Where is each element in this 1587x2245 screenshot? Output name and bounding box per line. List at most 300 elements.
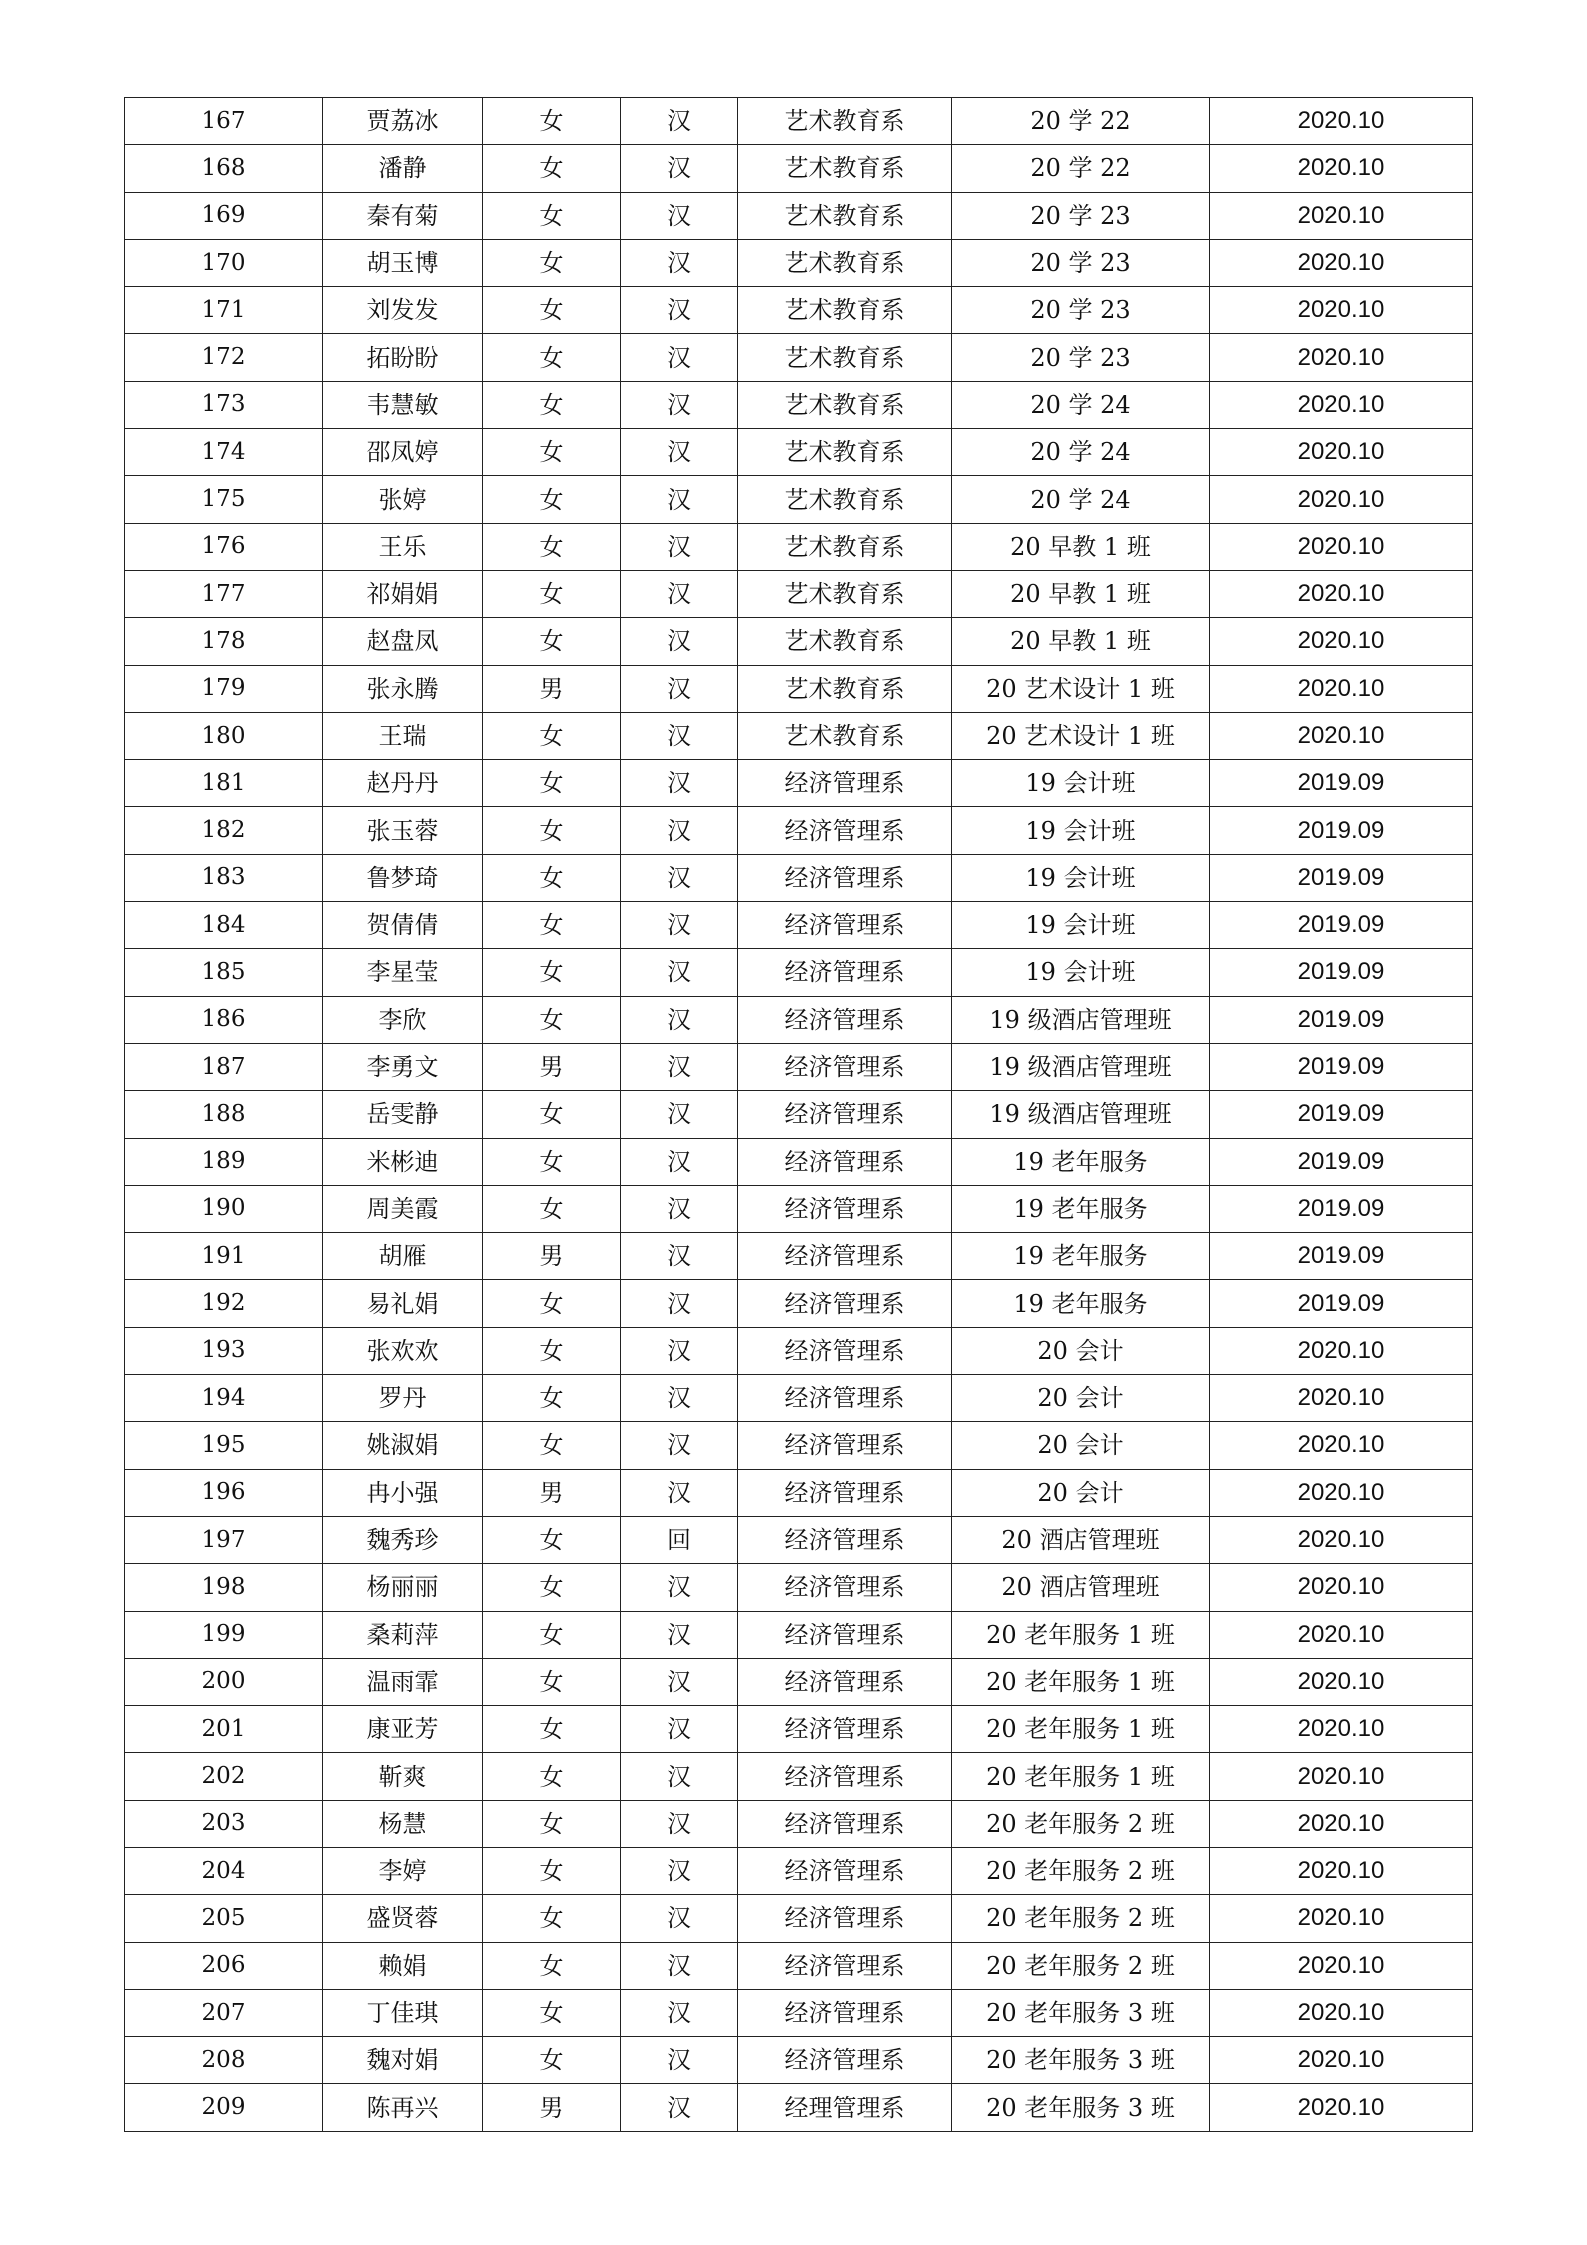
student-name-cell: 王乐 (323, 523, 483, 570)
student-name-cell: 赖娟 (323, 1942, 483, 1989)
row-number-cell: 183 (125, 854, 323, 901)
row-number-cell: 200 (125, 1658, 323, 1705)
enrollment-date-cell: 2020.10 (1210, 570, 1473, 617)
ethnicity-cell: 汉 (621, 1233, 738, 1280)
table-row (125, 381, 1473, 428)
enrollment-date-cell: 2020.10 (1210, 1327, 1473, 1374)
department-cell: 艺术教育系 (738, 145, 952, 192)
student-name-cell: 贺倩倩 (323, 902, 483, 949)
gender-cell: 女 (483, 1658, 621, 1705)
enrollment-date-cell: 2020.10 (1210, 712, 1473, 759)
student-name-cell: 祁娟娟 (323, 570, 483, 617)
department-cell: 艺术教育系 (738, 429, 952, 476)
ethnicity-cell: 汉 (621, 1091, 738, 1138)
department-cell: 艺术教育系 (738, 192, 952, 239)
row-number-cell: 205 (125, 1895, 323, 1942)
row-number-cell: 182 (125, 807, 323, 854)
ethnicity-cell: 汉 (621, 665, 738, 712)
student-name-cell: 康亚芳 (323, 1706, 483, 1753)
enrollment-date-cell: 2020.10 (1210, 1564, 1473, 1611)
enrollment-date-cell: 2020.10 (1210, 192, 1473, 239)
class-name-cell: 20 学 22 (952, 98, 1210, 145)
student-name-cell: 韦慧敏 (323, 381, 483, 428)
department-cell: 经济管理系 (738, 854, 952, 901)
ethnicity-cell: 汉 (621, 1564, 738, 1611)
student-name-cell: 米彬迪 (323, 1138, 483, 1185)
row-number-cell: 181 (125, 760, 323, 807)
table-row (125, 570, 1473, 617)
enrollment-date-cell: 2020.10 (1210, 334, 1473, 381)
department-cell: 经济管理系 (738, 1611, 952, 1658)
department-cell: 经济管理系 (738, 1753, 952, 1800)
department-cell: 经济管理系 (738, 949, 952, 996)
row-number-cell: 191 (125, 1233, 323, 1280)
ethnicity-cell: 汉 (621, 1895, 738, 1942)
department-cell: 经济管理系 (738, 1280, 952, 1327)
gender-cell: 男 (483, 665, 621, 712)
class-name-cell: 19 会计班 (952, 760, 1210, 807)
row-number-cell: 189 (125, 1138, 323, 1185)
row-number-cell: 177 (125, 570, 323, 617)
department-cell: 经济管理系 (738, 1989, 952, 2036)
department-cell: 艺术教育系 (738, 665, 952, 712)
gender-cell: 女 (483, 996, 621, 1043)
table-row (125, 1043, 1473, 1090)
department-cell: 经济管理系 (738, 2037, 952, 2084)
ethnicity-cell: 汉 (621, 1989, 738, 2036)
gender-cell: 女 (483, 2037, 621, 2084)
table-row (125, 145, 1473, 192)
enrollment-date-cell: 2020.10 (1210, 1989, 1473, 2036)
class-name-cell: 19 会计班 (952, 902, 1210, 949)
gender-cell: 女 (483, 192, 621, 239)
table-row (125, 1800, 1473, 1847)
enrollment-date-cell: 2020.10 (1210, 1753, 1473, 1800)
ethnicity-cell: 汉 (621, 1043, 738, 1090)
enrollment-date-cell: 2019.09 (1210, 1138, 1473, 1185)
student-name-cell: 李婷 (323, 1847, 483, 1894)
gender-cell: 女 (483, 1706, 621, 1753)
row-number-cell: 193 (125, 1327, 323, 1374)
enrollment-date-cell: 2020.10 (1210, 1469, 1473, 1516)
ethnicity-cell: 汉 (621, 996, 738, 1043)
student-name-cell: 李勇文 (323, 1043, 483, 1090)
department-cell: 经理管理系 (738, 2084, 952, 2131)
class-name-cell: 20 老年服务 3 班 (952, 2037, 1210, 2084)
table-row (125, 1989, 1473, 2036)
table-row (125, 949, 1473, 996)
enrollment-date-cell: 2020.10 (1210, 239, 1473, 286)
department-cell: 经济管理系 (738, 1847, 952, 1894)
department-cell: 经济管理系 (738, 1942, 952, 1989)
gender-cell: 男 (483, 1043, 621, 1090)
ethnicity-cell: 汉 (621, 1375, 738, 1422)
enrollment-date-cell: 2019.09 (1210, 949, 1473, 996)
department-cell: 经济管理系 (738, 1043, 952, 1090)
enrollment-date-cell: 2020.10 (1210, 1942, 1473, 1989)
row-number-cell: 207 (125, 1989, 323, 2036)
department-cell: 经济管理系 (738, 1422, 952, 1469)
enrollment-date-cell: 2020.10 (1210, 381, 1473, 428)
ethnicity-cell: 汉 (621, 1611, 738, 1658)
ethnicity-cell: 汉 (621, 1847, 738, 1894)
row-number-cell: 195 (125, 1422, 323, 1469)
row-number-cell: 209 (125, 2084, 323, 2131)
enrollment-date-cell: 2020.10 (1210, 1895, 1473, 1942)
table-row (125, 1233, 1473, 1280)
enrollment-date-cell: 2020.10 (1210, 2037, 1473, 2084)
student-name-cell: 王瑞 (323, 712, 483, 759)
enrollment-date-cell: 2019.09 (1210, 1091, 1473, 1138)
class-name-cell: 20 学 24 (952, 429, 1210, 476)
table-row (125, 2084, 1473, 2131)
gender-cell: 女 (483, 1847, 621, 1894)
gender-cell: 男 (483, 2084, 621, 2131)
gender-cell: 女 (483, 334, 621, 381)
gender-cell: 女 (483, 287, 621, 334)
department-cell: 经济管理系 (738, 807, 952, 854)
table-row (125, 1185, 1473, 1232)
class-name-cell: 20 学 23 (952, 239, 1210, 286)
class-name-cell: 20 会计 (952, 1375, 1210, 1422)
enrollment-date-cell: 2020.10 (1210, 523, 1473, 570)
student-name-cell: 陈再兴 (323, 2084, 483, 2131)
enrollment-date-cell: 2019.09 (1210, 996, 1473, 1043)
class-name-cell: 20 学 23 (952, 334, 1210, 381)
class-name-cell: 20 早教 1 班 (952, 618, 1210, 665)
student-name-cell: 赵盘凤 (323, 618, 483, 665)
student-name-cell: 邵凤婷 (323, 429, 483, 476)
ethnicity-cell: 汉 (621, 239, 738, 286)
ethnicity-cell: 汉 (621, 854, 738, 901)
class-name-cell: 19 老年服务 (952, 1233, 1210, 1280)
row-number-cell: 208 (125, 2037, 323, 2084)
student-name-cell: 张婷 (323, 476, 483, 523)
gender-cell: 男 (483, 1469, 621, 1516)
class-name-cell: 20 艺术设计 1 班 (952, 712, 1210, 759)
gender-cell: 女 (483, 1942, 621, 1989)
table-row (125, 2037, 1473, 2084)
student-name-cell: 贾荔冰 (323, 98, 483, 145)
table-row (125, 1658, 1473, 1705)
table-row (125, 1375, 1473, 1422)
gender-cell: 女 (483, 570, 621, 617)
ethnicity-cell: 汉 (621, 2037, 738, 2084)
table-row (125, 712, 1473, 759)
class-name-cell: 19 级酒店管理班 (952, 996, 1210, 1043)
class-name-cell: 20 会计 (952, 1422, 1210, 1469)
class-name-cell: 19 级酒店管理班 (952, 1043, 1210, 1090)
gender-cell: 女 (483, 1895, 621, 1942)
enrollment-date-cell: 2019.09 (1210, 1043, 1473, 1090)
gender-cell: 女 (483, 1989, 621, 2036)
department-cell: 经济管理系 (738, 1516, 952, 1563)
gender-cell: 女 (483, 1800, 621, 1847)
row-number-cell: 172 (125, 334, 323, 381)
table-row (125, 1895, 1473, 1942)
row-number-cell: 198 (125, 1564, 323, 1611)
student-name-cell: 鲁梦琦 (323, 854, 483, 901)
row-number-cell: 192 (125, 1280, 323, 1327)
ethnicity-cell: 汉 (621, 1469, 738, 1516)
student-roster-table (124, 97, 1473, 2132)
class-name-cell: 20 老年服务 2 班 (952, 1942, 1210, 1989)
department-cell: 艺术教育系 (738, 98, 952, 145)
row-number-cell: 194 (125, 1375, 323, 1422)
ethnicity-cell: 回 (621, 1516, 738, 1563)
student-name-cell: 桑莉萍 (323, 1611, 483, 1658)
gender-cell: 女 (483, 98, 621, 145)
class-name-cell: 20 老年服务 2 班 (952, 1895, 1210, 1942)
ethnicity-cell: 汉 (621, 902, 738, 949)
ethnicity-cell: 汉 (621, 2084, 738, 2131)
enrollment-date-cell: 2019.09 (1210, 1233, 1473, 1280)
gender-cell: 女 (483, 1564, 621, 1611)
department-cell: 艺术教育系 (738, 381, 952, 428)
enrollment-date-cell: 2020.10 (1210, 1847, 1473, 1894)
ethnicity-cell: 汉 (621, 1706, 738, 1753)
gender-cell: 女 (483, 1091, 621, 1138)
table-row (125, 287, 1473, 334)
ethnicity-cell: 汉 (621, 760, 738, 807)
class-name-cell: 20 学 24 (952, 381, 1210, 428)
enrollment-date-cell: 2020.10 (1210, 429, 1473, 476)
department-cell: 艺术教育系 (738, 618, 952, 665)
gender-cell: 女 (483, 949, 621, 996)
row-number-cell: 201 (125, 1706, 323, 1753)
enrollment-date-cell: 2020.10 (1210, 98, 1473, 145)
gender-cell: 女 (483, 381, 621, 428)
row-number-cell: 178 (125, 618, 323, 665)
enrollment-date-cell: 2019.09 (1210, 760, 1473, 807)
gender-cell: 女 (483, 1753, 621, 1800)
student-name-cell: 罗丹 (323, 1375, 483, 1422)
student-name-cell: 易礼娟 (323, 1280, 483, 1327)
student-name-cell: 张欢欢 (323, 1327, 483, 1374)
table-row (125, 429, 1473, 476)
gender-cell: 女 (483, 476, 621, 523)
class-name-cell: 20 酒店管理班 (952, 1564, 1210, 1611)
table-row (125, 1753, 1473, 1800)
class-name-cell: 20 早教 1 班 (952, 523, 1210, 570)
table-row (125, 996, 1473, 1043)
department-cell: 经济管理系 (738, 1469, 952, 1516)
gender-cell: 女 (483, 712, 621, 759)
student-name-cell: 丁佳琪 (323, 1989, 483, 2036)
student-name-cell: 李欣 (323, 996, 483, 1043)
enrollment-date-cell: 2019.09 (1210, 854, 1473, 901)
ethnicity-cell: 汉 (621, 381, 738, 428)
class-name-cell: 20 老年服务 1 班 (952, 1753, 1210, 1800)
ethnicity-cell: 汉 (621, 1138, 738, 1185)
row-number-cell: 185 (125, 949, 323, 996)
row-number-cell: 199 (125, 1611, 323, 1658)
department-cell: 经济管理系 (738, 760, 952, 807)
ethnicity-cell: 汉 (621, 287, 738, 334)
ethnicity-cell: 汉 (621, 523, 738, 570)
ethnicity-cell: 汉 (621, 192, 738, 239)
row-number-cell: 202 (125, 1753, 323, 1800)
row-number-cell: 174 (125, 429, 323, 476)
class-name-cell: 19 会计班 (952, 949, 1210, 996)
row-number-cell: 203 (125, 1800, 323, 1847)
gender-cell: 女 (483, 1422, 621, 1469)
row-number-cell: 168 (125, 145, 323, 192)
table-row (125, 1564, 1473, 1611)
class-name-cell: 19 级酒店管理班 (952, 1091, 1210, 1138)
class-name-cell: 19 会计班 (952, 807, 1210, 854)
department-cell: 经济管理系 (738, 1375, 952, 1422)
class-name-cell: 20 会计 (952, 1327, 1210, 1374)
class-name-cell: 20 早教 1 班 (952, 570, 1210, 617)
row-number-cell: 187 (125, 1043, 323, 1090)
student-name-cell: 杨丽丽 (323, 1564, 483, 1611)
table-row (125, 1327, 1473, 1374)
student-name-cell: 胡雁 (323, 1233, 483, 1280)
student-name-cell: 靳爽 (323, 1753, 483, 1800)
department-cell: 艺术教育系 (738, 287, 952, 334)
row-number-cell: 206 (125, 1942, 323, 1989)
ethnicity-cell: 汉 (621, 807, 738, 854)
enrollment-date-cell: 2019.09 (1210, 1185, 1473, 1232)
class-name-cell: 20 老年服务 2 班 (952, 1800, 1210, 1847)
gender-cell: 女 (483, 1185, 621, 1232)
ethnicity-cell: 汉 (621, 98, 738, 145)
class-name-cell: 20 学 23 (952, 192, 1210, 239)
row-number-cell: 186 (125, 996, 323, 1043)
ethnicity-cell: 汉 (621, 712, 738, 759)
ethnicity-cell: 汉 (621, 334, 738, 381)
ethnicity-cell: 汉 (621, 145, 738, 192)
gender-cell: 女 (483, 807, 621, 854)
class-name-cell: 20 会计 (952, 1469, 1210, 1516)
row-number-cell: 184 (125, 902, 323, 949)
department-cell: 经济管理系 (738, 1185, 952, 1232)
class-name-cell: 20 学 24 (952, 476, 1210, 523)
table-row (125, 1280, 1473, 1327)
department-cell: 艺术教育系 (738, 239, 952, 286)
department-cell: 经济管理系 (738, 1706, 952, 1753)
gender-cell: 女 (483, 1516, 621, 1563)
enrollment-date-cell: 2020.10 (1210, 1516, 1473, 1563)
enrollment-date-cell: 2020.10 (1210, 476, 1473, 523)
department-cell: 艺术教育系 (738, 570, 952, 617)
student-name-cell: 魏对娟 (323, 2037, 483, 2084)
gender-cell: 女 (483, 523, 621, 570)
table-row (125, 854, 1473, 901)
ethnicity-cell: 汉 (621, 1327, 738, 1374)
row-number-cell: 169 (125, 192, 323, 239)
gender-cell: 女 (483, 854, 621, 901)
student-name-cell: 冉小强 (323, 1469, 483, 1516)
table-row (125, 523, 1473, 570)
row-number-cell: 173 (125, 381, 323, 428)
table-row (125, 760, 1473, 807)
department-cell: 经济管理系 (738, 1564, 952, 1611)
department-cell: 经济管理系 (738, 1138, 952, 1185)
gender-cell: 女 (483, 760, 621, 807)
roster-body (125, 98, 1473, 2132)
row-number-cell: 180 (125, 712, 323, 759)
ethnicity-cell: 汉 (621, 476, 738, 523)
student-name-cell: 赵丹丹 (323, 760, 483, 807)
ethnicity-cell: 汉 (621, 1800, 738, 1847)
ethnicity-cell: 汉 (621, 1422, 738, 1469)
class-name-cell: 20 老年服务 1 班 (952, 1706, 1210, 1753)
department-cell: 经济管理系 (738, 1658, 952, 1705)
table-row (125, 1611, 1473, 1658)
table-row (125, 1706, 1473, 1753)
gender-cell: 女 (483, 618, 621, 665)
table-row (125, 902, 1473, 949)
class-name-cell: 20 艺术设计 1 班 (952, 665, 1210, 712)
row-number-cell: 196 (125, 1469, 323, 1516)
row-number-cell: 188 (125, 1091, 323, 1138)
enrollment-date-cell: 2020.10 (1210, 145, 1473, 192)
gender-cell: 女 (483, 1327, 621, 1374)
table-row (125, 192, 1473, 239)
row-number-cell: 170 (125, 239, 323, 286)
class-name-cell: 20 酒店管理班 (952, 1516, 1210, 1563)
gender-cell: 女 (483, 1280, 621, 1327)
table-row (125, 1516, 1473, 1563)
department-cell: 艺术教育系 (738, 334, 952, 381)
student-name-cell: 秦有菊 (323, 192, 483, 239)
ethnicity-cell: 汉 (621, 1185, 738, 1232)
student-name-cell: 杨慧 (323, 1800, 483, 1847)
ethnicity-cell: 汉 (621, 570, 738, 617)
department-cell: 经济管理系 (738, 902, 952, 949)
table-row (125, 1942, 1473, 1989)
class-name-cell: 20 老年服务 2 班 (952, 1847, 1210, 1894)
ethnicity-cell: 汉 (621, 618, 738, 665)
ethnicity-cell: 汉 (621, 1658, 738, 1705)
student-name-cell: 胡玉博 (323, 239, 483, 286)
department-cell: 经济管理系 (738, 996, 952, 1043)
student-name-cell: 盛贤蓉 (323, 1895, 483, 1942)
table-row (125, 239, 1473, 286)
table-row (125, 1138, 1473, 1185)
enrollment-date-cell: 2020.10 (1210, 1375, 1473, 1422)
department-cell: 经济管理系 (738, 1233, 952, 1280)
table-row (125, 334, 1473, 381)
table-row (125, 476, 1473, 523)
table-row (125, 1847, 1473, 1894)
table-row (125, 665, 1473, 712)
enrollment-date-cell: 2020.10 (1210, 665, 1473, 712)
student-name-cell: 岳雯静 (323, 1091, 483, 1138)
row-number-cell: 190 (125, 1185, 323, 1232)
student-name-cell: 魏秀珍 (323, 1516, 483, 1563)
class-name-cell: 20 老年服务 3 班 (952, 2084, 1210, 2131)
enrollment-date-cell: 2020.10 (1210, 2084, 1473, 2131)
table-row (125, 1091, 1473, 1138)
department-cell: 经济管理系 (738, 1800, 952, 1847)
class-name-cell: 20 老年服务 1 班 (952, 1611, 1210, 1658)
student-name-cell: 温雨霏 (323, 1658, 483, 1705)
student-name-cell: 拓盼盼 (323, 334, 483, 381)
department-cell: 艺术教育系 (738, 523, 952, 570)
table-row (125, 618, 1473, 665)
ethnicity-cell: 汉 (621, 1942, 738, 1989)
student-name-cell: 姚淑娟 (323, 1422, 483, 1469)
enrollment-date-cell: 2020.10 (1210, 1706, 1473, 1753)
department-cell: 艺术教育系 (738, 712, 952, 759)
enrollment-date-cell: 2019.09 (1210, 902, 1473, 949)
enrollment-date-cell: 2020.10 (1210, 618, 1473, 665)
ethnicity-cell: 汉 (621, 1753, 738, 1800)
class-name-cell: 19 会计班 (952, 854, 1210, 901)
